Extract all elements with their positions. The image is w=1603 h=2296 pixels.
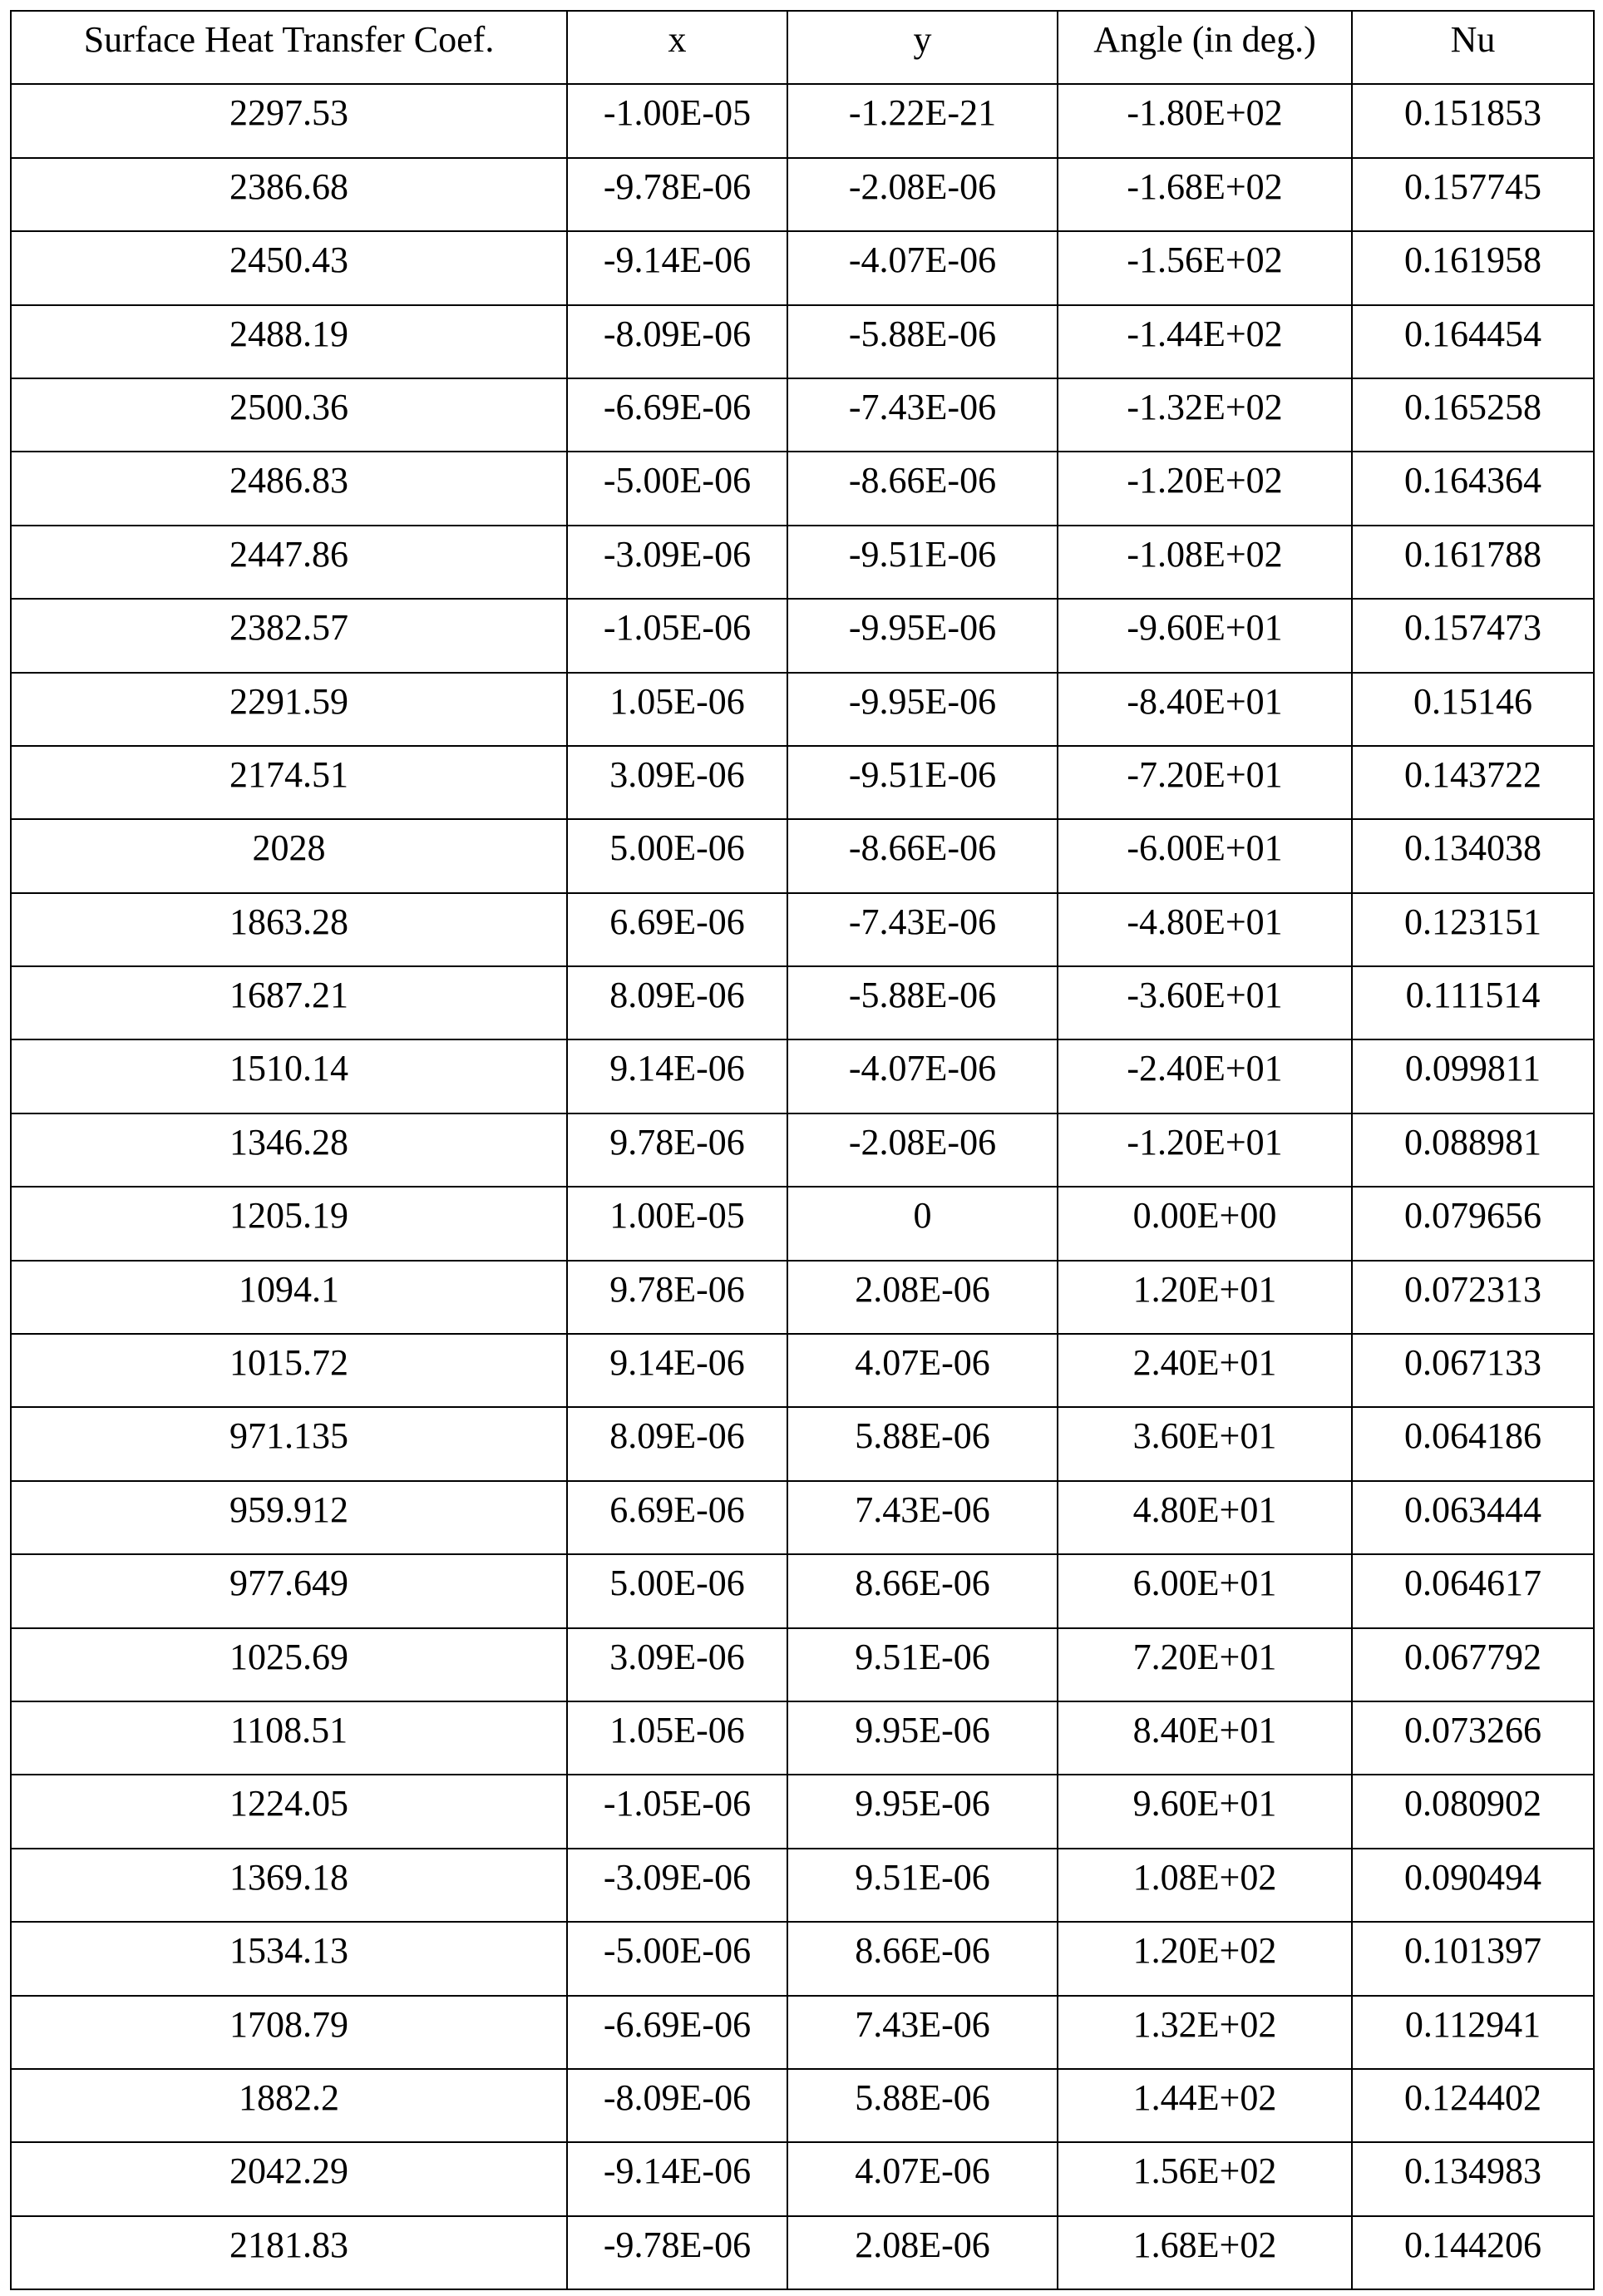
table-cell: 8.66E-06: [787, 1922, 1058, 1995]
table-cell: 1346.28: [11, 1113, 567, 1187]
table-cell: -1.56E+02: [1058, 231, 1352, 304]
table-row: [11, 452, 1594, 525]
table-cell: 1708.79: [11, 1996, 567, 2069]
table-cell: 1.68E+02: [1058, 2216, 1352, 2289]
table-cell: 0.099811: [1352, 1039, 1594, 1113]
table-cell: 2028: [11, 819, 567, 892]
table-cell: 2486.83: [11, 452, 567, 525]
table-cell: 1534.13: [11, 1922, 567, 1995]
table-cell: -8.66E-06: [787, 819, 1058, 892]
table-cell: 0.079656: [1352, 1187, 1594, 1260]
table-cell: 2386.68: [11, 158, 567, 231]
table-cell: 1.56E+02: [1058, 2142, 1352, 2215]
table-cell: 1.08E+02: [1058, 1849, 1352, 1922]
table-cell: 0.157745: [1352, 158, 1594, 231]
table-cell: -4.80E+01: [1058, 893, 1352, 966]
table-cell: 1.32E+02: [1058, 1996, 1352, 2069]
table-cell: 0.067133: [1352, 1334, 1594, 1407]
table-cell: 0.134983: [1352, 2142, 1594, 2215]
table-cell: -1.20E+01: [1058, 1113, 1352, 1187]
table-cell: 0.072313: [1352, 1261, 1594, 1334]
table-cell: -9.78E-06: [567, 2216, 787, 2289]
table-cell: 2447.86: [11, 526, 567, 599]
table-cell: 1687.21: [11, 966, 567, 1039]
table-cell: 0.144206: [1352, 2216, 1594, 2289]
table-cell: 9.51E-06: [787, 1628, 1058, 1701]
table-cell: -1.44E+02: [1058, 305, 1352, 378]
table-cell: 2.08E-06: [787, 2216, 1058, 2289]
table-cell: 7.43E-06: [787, 1481, 1058, 1554]
table-row: [11, 1113, 1594, 1187]
table-row: [11, 1996, 1594, 2069]
table-cell: -9.14E-06: [567, 2142, 787, 2215]
table-cell: 0: [787, 1187, 1058, 1260]
table-cell: -4.07E-06: [787, 1039, 1058, 1113]
table-cell: 1015.72: [11, 1334, 567, 1407]
table-cell: -1.32E+02: [1058, 378, 1352, 452]
table-cell: 977.649: [11, 1554, 567, 1627]
table-cell: 3.60E+01: [1058, 1407, 1352, 1480]
table-cell: 2488.19: [11, 305, 567, 378]
table-cell: -5.00E-06: [567, 1922, 787, 1995]
table-cell: 9.14E-06: [567, 1334, 787, 1407]
table-row: [11, 1628, 1594, 1701]
table-cell: 7.20E+01: [1058, 1628, 1352, 1701]
table-cell: -1.08E+02: [1058, 526, 1352, 599]
table-cell: 0.101397: [1352, 1922, 1594, 1995]
table-cell: 5.00E-06: [567, 819, 787, 892]
table-cell: 7.43E-06: [787, 1996, 1058, 2069]
table-cell: -1.80E+02: [1058, 84, 1352, 157]
table-cell: -4.07E-06: [787, 231, 1058, 304]
table-cell: -1.22E-21: [787, 84, 1058, 157]
table-cell: 2450.43: [11, 231, 567, 304]
table-cell: 9.51E-06: [787, 1849, 1058, 1922]
table-cell: -8.66E-06: [787, 452, 1058, 525]
table-cell: -5.00E-06: [567, 452, 787, 525]
table-cell: 9.14E-06: [567, 1039, 787, 1113]
table-cell: 0.112941: [1352, 1996, 1594, 2069]
table-cell: 5.00E-06: [567, 1554, 787, 1627]
table-cell: 4.07E-06: [787, 2142, 1058, 2215]
table-cell: 1.00E-05: [567, 1187, 787, 1260]
table-cell: 0.157473: [1352, 599, 1594, 672]
table-row: [11, 1187, 1594, 1260]
table-cell: 8.40E+01: [1058, 1701, 1352, 1775]
table-row: [11, 819, 1594, 892]
table-cell: 2174.51: [11, 746, 567, 819]
table-cell: -6.69E-06: [567, 1996, 787, 2069]
table-cell: -1.68E+02: [1058, 158, 1352, 231]
table-row: [11, 1849, 1594, 1922]
table-body: [11, 84, 1594, 2289]
table-cell: -7.43E-06: [787, 378, 1058, 452]
table-cell: -2.08E-06: [787, 158, 1058, 231]
table-row: [11, 2142, 1594, 2215]
table-cell: -9.95E-06: [787, 673, 1058, 746]
table-cell: 1.05E-06: [567, 1701, 787, 1775]
table-cell: 4.07E-06: [787, 1334, 1058, 1407]
table-cell: 8.09E-06: [567, 1407, 787, 1480]
table-cell: 1.20E+01: [1058, 1261, 1352, 1334]
table-cell: 8.66E-06: [787, 1554, 1058, 1627]
table-cell: -1.05E-06: [567, 599, 787, 672]
table-cell: 9.78E-06: [567, 1261, 787, 1334]
table-row: [11, 1922, 1594, 1995]
table-row: [11, 2216, 1594, 2289]
table-cell: 1.44E+02: [1058, 2069, 1352, 2142]
table-row: [11, 1481, 1594, 1554]
table-cell: 9.95E-06: [787, 1701, 1058, 1775]
table-cell: 1094.1: [11, 1261, 567, 1334]
table-cell: -7.20E+01: [1058, 746, 1352, 819]
table-cell: -2.08E-06: [787, 1113, 1058, 1187]
table-row: [11, 231, 1594, 304]
table-cell: 5.88E-06: [787, 1407, 1058, 1480]
table-cell: 0.00E+00: [1058, 1187, 1352, 1260]
table-cell: 2500.36: [11, 378, 567, 452]
table-cell: -6.00E+01: [1058, 819, 1352, 892]
table-row: [11, 1261, 1594, 1334]
table-cell: -8.40E+01: [1058, 673, 1352, 746]
table-cell: 0.164454: [1352, 305, 1594, 378]
table-row: [11, 2069, 1594, 2142]
table-row: [11, 893, 1594, 966]
table-cell: -1.20E+02: [1058, 452, 1352, 525]
table-row: [11, 526, 1594, 599]
table-cell: -9.60E+01: [1058, 599, 1352, 672]
table-cell: 1224.05: [11, 1775, 567, 1848]
table-cell: -2.40E+01: [1058, 1039, 1352, 1113]
table-cell: 2.08E-06: [787, 1261, 1058, 1334]
table-cell: 2.40E+01: [1058, 1334, 1352, 1407]
table-header-row: [11, 11, 1594, 84]
table-row: [11, 966, 1594, 1039]
table-cell: 0.161788: [1352, 526, 1594, 599]
column-header: Nu: [1352, 11, 1594, 84]
table-row: [11, 1039, 1594, 1113]
table-row: [11, 1334, 1594, 1407]
table-cell: 1863.28: [11, 893, 567, 966]
table-cell: -9.51E-06: [787, 526, 1058, 599]
table-cell: 0.161958: [1352, 231, 1594, 304]
table-cell: 0.080902: [1352, 1775, 1594, 1848]
table-cell: 0.151853: [1352, 84, 1594, 157]
table-cell: -1.05E-06: [567, 1775, 787, 1848]
table-cell: 0.073266: [1352, 1701, 1594, 1775]
table-cell: -9.95E-06: [787, 599, 1058, 672]
table-cell: 2291.59: [11, 673, 567, 746]
table-cell: 2042.29: [11, 2142, 567, 2215]
table-row: [11, 378, 1594, 452]
table-cell: -9.51E-06: [787, 746, 1058, 819]
table-cell: -9.78E-06: [567, 158, 787, 231]
table-row: [11, 158, 1594, 231]
table-cell: -6.69E-06: [567, 378, 787, 452]
table-cell: 0.064617: [1352, 1554, 1594, 1627]
table-cell: 3.09E-06: [567, 1628, 787, 1701]
table-cell: 3.09E-06: [567, 746, 787, 819]
column-header: Angle (in deg.): [1058, 11, 1352, 84]
table-cell: 971.135: [11, 1407, 567, 1480]
table-cell: -1.00E-05: [567, 84, 787, 157]
table-row: [11, 599, 1594, 672]
table-cell: 0.067792: [1352, 1628, 1594, 1701]
table-row: [11, 84, 1594, 157]
column-header: x: [567, 11, 787, 84]
table-cell: 0.143722: [1352, 746, 1594, 819]
table-cell: 0.15146: [1352, 673, 1594, 746]
table-cell: 1108.51: [11, 1701, 567, 1775]
table-row: [11, 305, 1594, 378]
table-cell: 9.60E+01: [1058, 1775, 1352, 1848]
table-cell: 1.05E-06: [567, 673, 787, 746]
table-cell: -5.88E-06: [787, 966, 1058, 1039]
table-cell: 9.95E-06: [787, 1775, 1058, 1848]
table-cell: 0.123151: [1352, 893, 1594, 966]
table-cell: 2382.57: [11, 599, 567, 672]
table-cell: 0.063444: [1352, 1481, 1594, 1554]
column-header: Surface Heat Transfer Coef.: [11, 11, 567, 84]
table-row: [11, 1554, 1594, 1627]
table-row: [11, 1407, 1594, 1480]
table-cell: 1.20E+02: [1058, 1922, 1352, 1995]
column-header: y: [787, 11, 1058, 84]
table-cell: 6.69E-06: [567, 1481, 787, 1554]
table-cell: -5.88E-06: [787, 305, 1058, 378]
table-row: [11, 1775, 1594, 1848]
table-cell: 8.09E-06: [567, 966, 787, 1039]
table-cell: 6.00E+01: [1058, 1554, 1352, 1627]
table-cell: -8.09E-06: [567, 305, 787, 378]
table-cell: 1510.14: [11, 1039, 567, 1113]
table-cell: 1205.19: [11, 1187, 567, 1260]
table-cell: 0.090494: [1352, 1849, 1594, 1922]
table-cell: 1882.2: [11, 2069, 567, 2142]
table-cell: 0.124402: [1352, 2069, 1594, 2142]
table-cell: -3.09E-06: [567, 526, 787, 599]
table-cell: 959.912: [11, 1481, 567, 1554]
table-cell: 0.088981: [1352, 1113, 1594, 1187]
table-cell: -8.09E-06: [567, 2069, 787, 2142]
table-cell: 1025.69: [11, 1628, 567, 1701]
table-cell: 0.134038: [1352, 819, 1594, 892]
table-cell: 0.165258: [1352, 378, 1594, 452]
table-cell: 2297.53: [11, 84, 567, 157]
table-cell: 9.78E-06: [567, 1113, 787, 1187]
table-cell: 2181.83: [11, 2216, 567, 2289]
table-cell: 0.164364: [1352, 452, 1594, 525]
table-cell: 4.80E+01: [1058, 1481, 1352, 1554]
table-cell: -3.60E+01: [1058, 966, 1352, 1039]
table-cell: -7.43E-06: [787, 893, 1058, 966]
table-cell: 5.88E-06: [787, 2069, 1058, 2142]
table-cell: -3.09E-06: [567, 1849, 787, 1922]
table-row: [11, 746, 1594, 819]
table-cell: 0.111514: [1352, 966, 1594, 1039]
table-cell: 0.064186: [1352, 1407, 1594, 1480]
table-row: [11, 1701, 1594, 1775]
data-table: [10, 10, 1595, 2290]
table-cell: 6.69E-06: [567, 893, 787, 966]
table-row: [11, 673, 1594, 746]
table-cell: 1369.18: [11, 1849, 567, 1922]
table-cell: -9.14E-06: [567, 231, 787, 304]
